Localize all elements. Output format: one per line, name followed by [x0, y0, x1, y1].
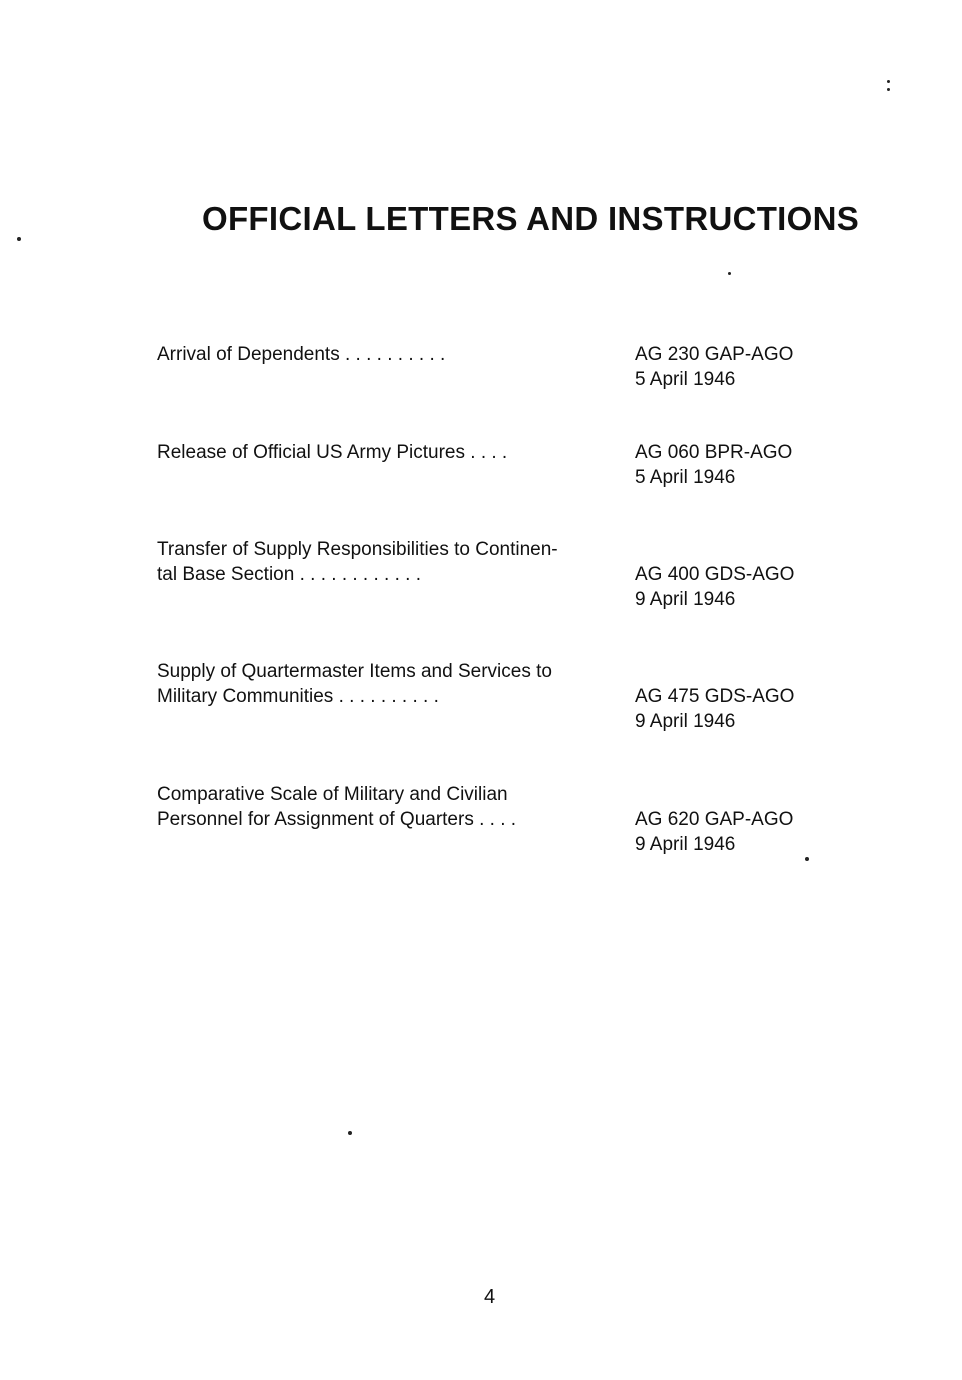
entry-subject [157, 537, 627, 587]
scan-speck [887, 88, 890, 91]
entry-reference-block [635, 342, 793, 392]
scan-speck [17, 237, 21, 241]
reference-date: 5 April 1946 [635, 369, 736, 390]
entry-subject [157, 782, 627, 832]
subject-line: Release of Official US Army Pictures . . . . [157, 442, 508, 463]
subject-line: Personnel for Assignment of Quarters . . . . [157, 809, 517, 830]
reference-number: AG 400 GDS-AGO [635, 564, 795, 585]
scan-speck [728, 272, 731, 275]
scan-speck [887, 80, 890, 83]
page-title: OFFICIAL LETTERS AND INSTRUCTIONS [202, 200, 860, 237]
reference-number: AG 230 GAP-AGO [635, 344, 794, 365]
reference-number: AG 475 GDS-AGO [635, 686, 795, 707]
entry-reference-block [635, 440, 792, 490]
entry-reference-block [635, 684, 794, 734]
scan-speck [348, 1131, 352, 1135]
entry-subject [157, 440, 627, 465]
subject-line: Arrival of Dependents . . . . . . . . . . [157, 344, 446, 365]
reference-date: 9 April 1946 [635, 711, 736, 732]
entry-reference-block [635, 807, 793, 857]
subject-line: Transfer of Supply Responsibilities to Continen- [157, 539, 558, 560]
reference-number: AG 060 BPR-AGO [635, 442, 793, 463]
reference-date: 5 April 1946 [635, 467, 736, 488]
entry-reference-block [635, 562, 794, 612]
subject-line: Comparative Scale of Military and Civilian [157, 784, 508, 805]
subject-line: Military Communities . . . . . . . . . . [157, 686, 439, 707]
reference-date: 9 April 1946 [635, 589, 736, 610]
page-number: 4 [484, 1286, 496, 1308]
entry-subject [157, 342, 627, 367]
subject-line: Supply of Quartermaster Items and Services to [157, 661, 552, 682]
scan-speck [805, 857, 809, 861]
reference-date: 9 April 1946 [635, 834, 736, 855]
reference-number: AG 620 GAP-AGO [635, 809, 794, 830]
subject-line: tal Base Section . . . . . . . . . . . . [157, 564, 421, 585]
entry-subject [157, 659, 627, 709]
